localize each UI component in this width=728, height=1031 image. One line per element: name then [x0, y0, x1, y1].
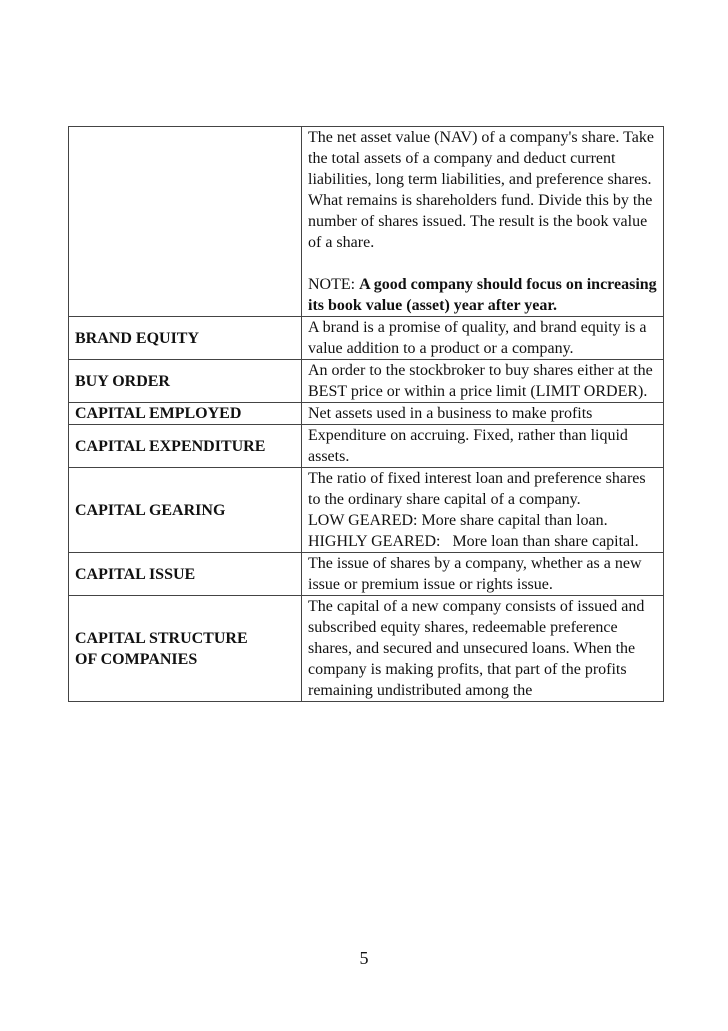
term-cell: BUY ORDER: [69, 360, 302, 403]
definition-cell: Net assets used in a business to make profits: [302, 403, 664, 425]
highly-geared-text: HIGHLY GEARED: More loan than share capital.: [308, 533, 639, 550]
definition-cell: The issue of shares by a company, whether as a new issue or premium issue or rights issue.: [302, 553, 664, 596]
table-row: [69, 360, 664, 403]
note-text: A good company should focus on increasing its book value (asset) year after year.: [308, 276, 657, 314]
term-cell: CAPITAL EMPLOYED: [69, 403, 302, 425]
term-cell: BRAND EQUITY: [69, 317, 302, 360]
low-geared-text: LOW GEARED: More share capital than loan.: [308, 512, 608, 529]
term-cell: CAPITAL EXPENDITURE: [69, 425, 302, 468]
definition-cell: The capital of a new company consists of issued and subscribed equity shares, redeemable preference shares, and secured and unsecured loans. When the company is making profits, that part of the profits remaining undistributed among the: [302, 596, 664, 702]
note: [308, 274, 657, 316]
term-cell: CAPITAL GEARING: [69, 468, 302, 553]
table-row: [69, 425, 664, 468]
term-line: OF COMPANIES: [75, 650, 198, 668]
table-row: [69, 553, 664, 596]
definition-cell: A brand is a promise of quality, and brand equity is a value addition to a product or a company.: [302, 317, 664, 360]
definition-cell: Expenditure on accruing. Fixed, rather than liquid assets.: [302, 425, 664, 468]
definition-cell: [302, 127, 664, 317]
glossary-table: [68, 126, 664, 702]
term-line: CAPITAL STRUCTURE: [75, 629, 248, 647]
definition-text: The net asset value (NAV) of a company's share. Take the total assets of a company and deduct current liabilities, long term liabilities, and preference shares. What remains is shareholders fund. Divide this by the number of shares issued. The result is the book value of a share.: [308, 129, 654, 251]
page-number: 5: [359, 948, 369, 968]
term-cell: CAPITAL ISSUE: [69, 553, 302, 596]
definition-text: The ratio of fixed interest loan and preference shares to the ordinary share capital of a company.: [308, 470, 646, 508]
term-cell: [69, 596, 302, 702]
table-row: [69, 596, 664, 702]
table-row: [69, 317, 664, 360]
term-cell: [69, 127, 302, 317]
table-row: [69, 468, 664, 553]
definition-cell: [302, 468, 664, 553]
table-row: [69, 403, 664, 425]
definition-cell: An order to the stockbroker to buy shares either at the BEST price or within a price limit (LIMIT ORDER).: [302, 360, 664, 403]
paragraph-spacer: [308, 253, 657, 274]
note-label: NOTE:: [308, 276, 360, 293]
table-row: [69, 127, 664, 317]
